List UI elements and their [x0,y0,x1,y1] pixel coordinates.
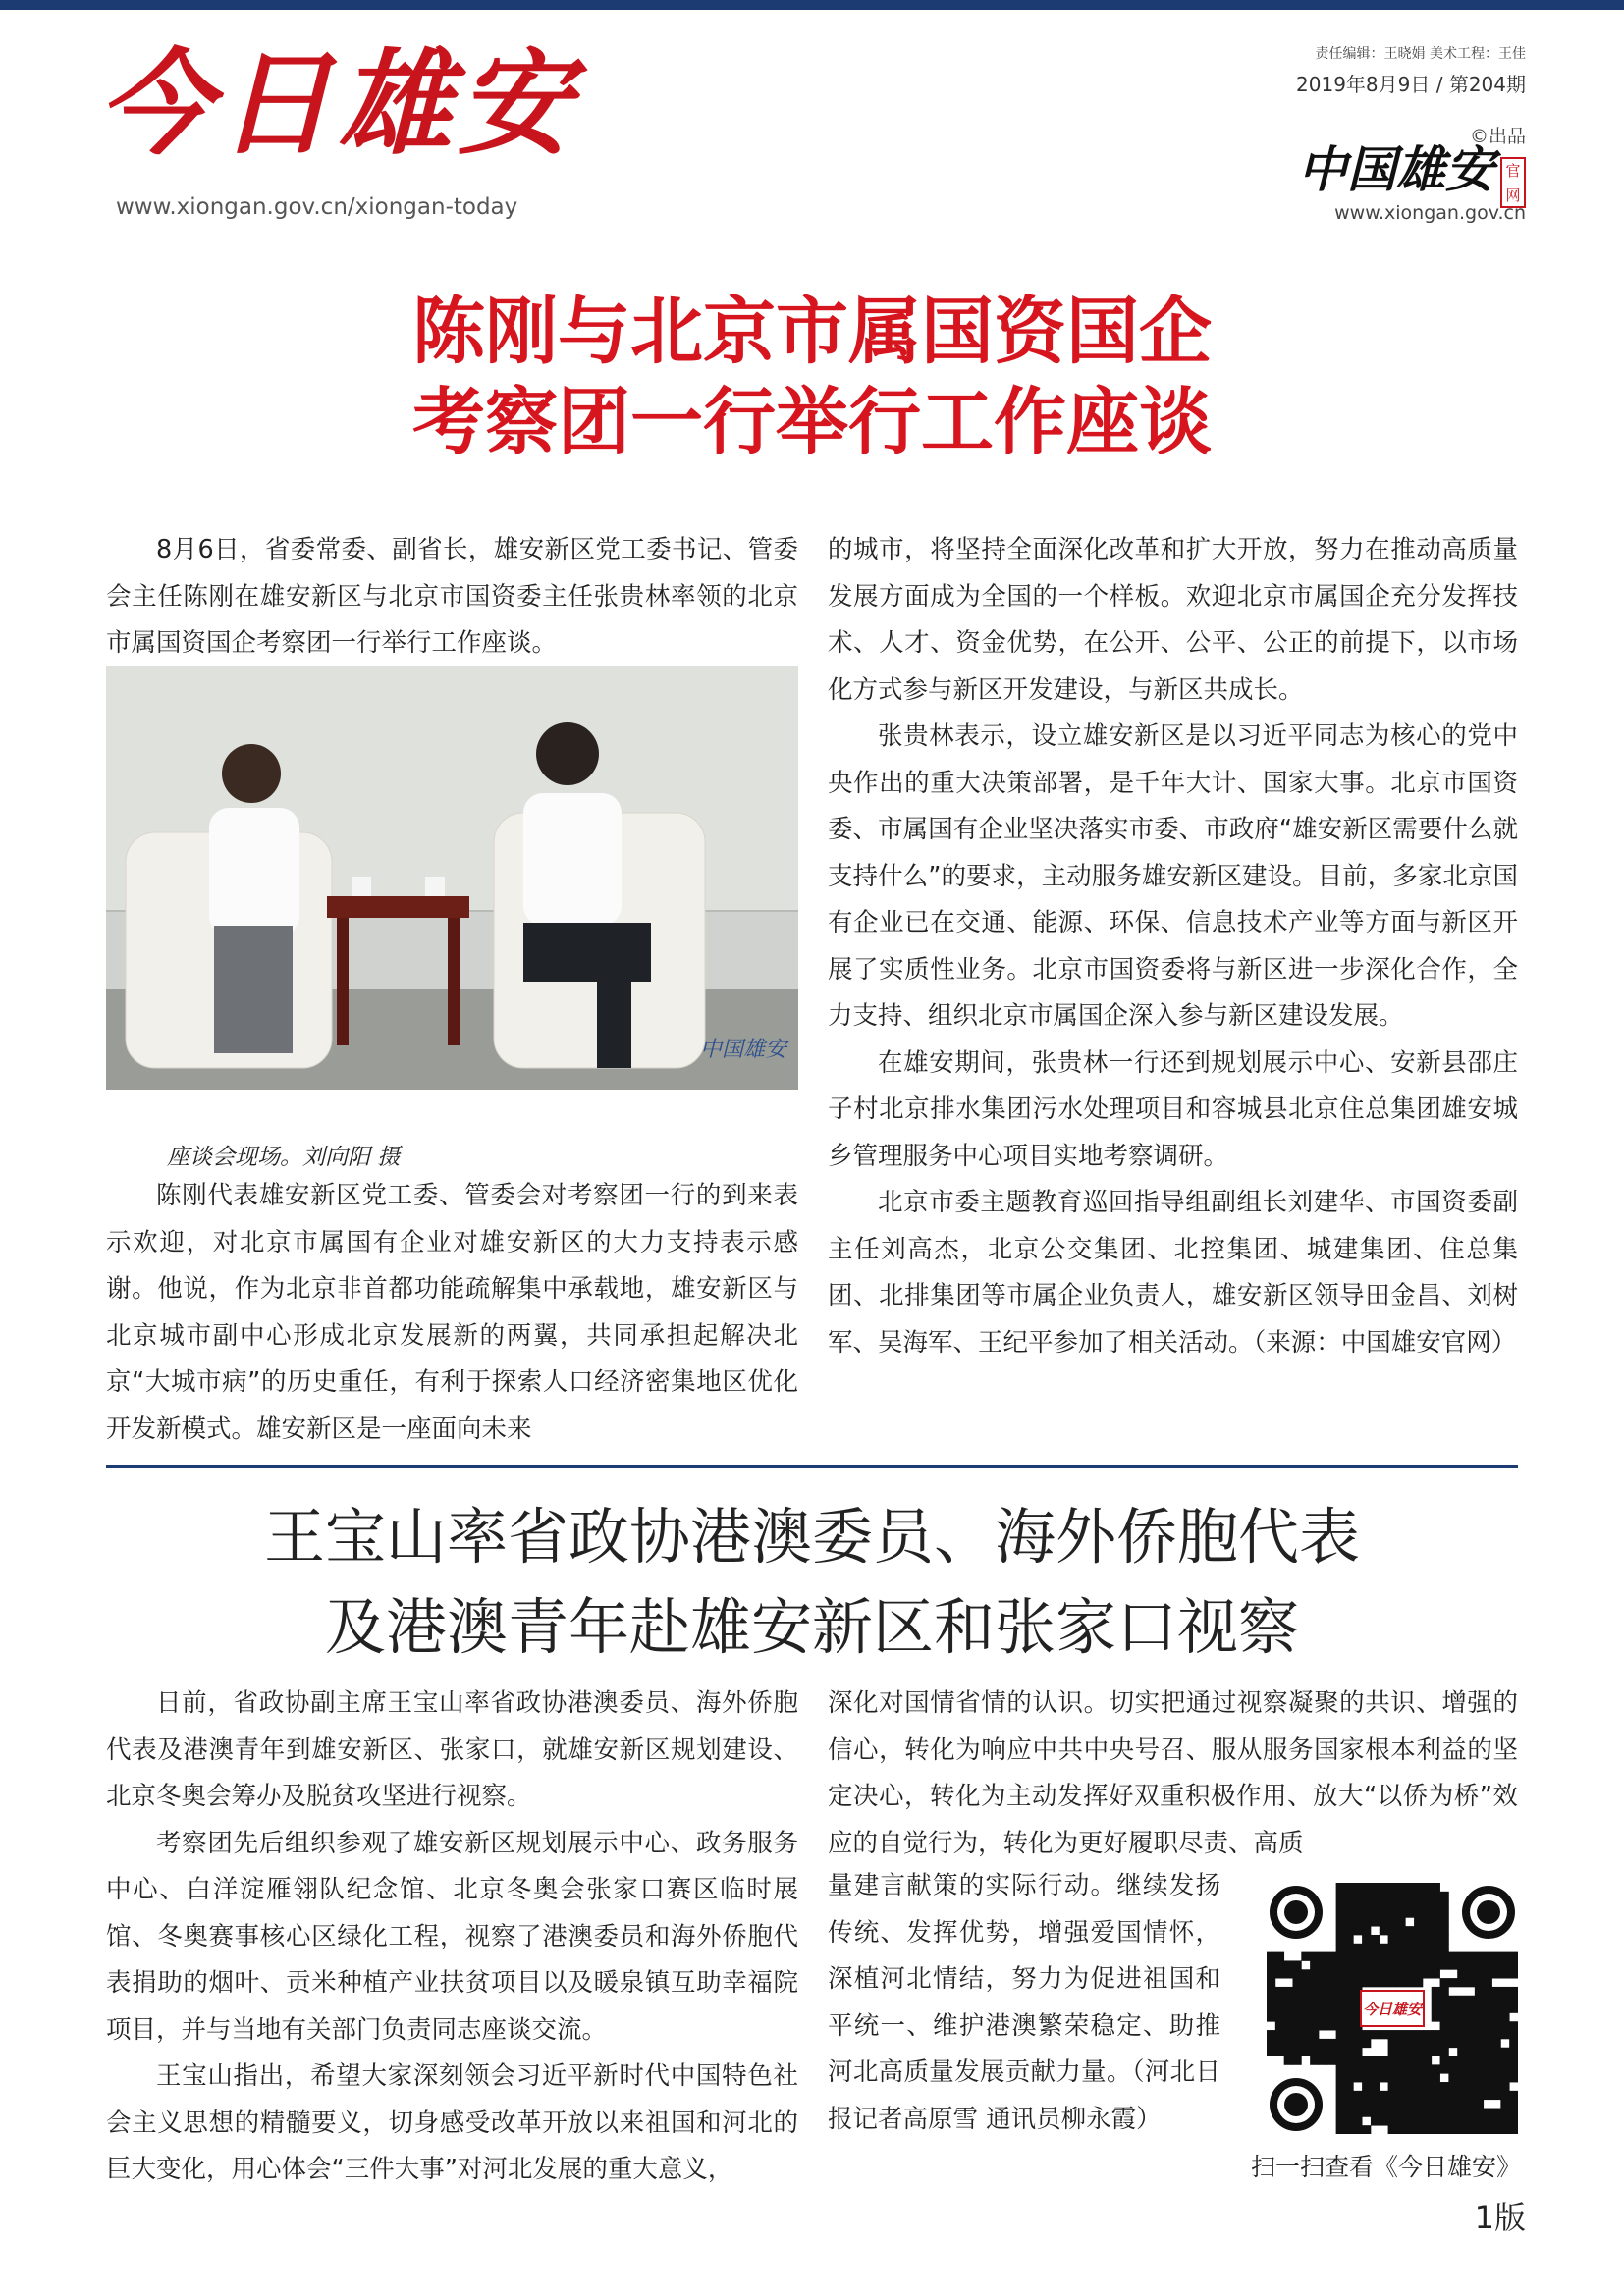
qr-caption: 扫一扫查看《今日雄安》 [1251,2153,1522,2181]
paragraph: 考察团先后组织参观了雄安新区规划展示中心、政务服务中心、白洋淀雁翎队纪念馆、北京冬奥会张家口赛区临时展馆、冬奥赛事核心区绿化工程，视察了港澳委员和海外侨胞代表捐助的烟叶、贡米种植产业扶贫项目以及暖泉镇互助幸福院项目，并与当地有关部门负责同志座谈交流。 [106,1828,798,2045]
top-border [0,0,1624,10]
article1-left-top [106,527,798,667]
qr-finder-tr [1462,1886,1515,1939]
article2-headline [0,1492,1624,1673]
article1-right-column [828,527,1518,1366]
article1-headline [0,287,1624,467]
paragraph: 在雄安期间，张贵林一行还到规划展示中心、安新县邵庄子村北京排水集团污水处理项目和容城县北京住总集团雄安城乡管理服务中心项目实地考察调研。 [828,1047,1518,1171]
section-divider [106,1465,1518,1468]
headline-line: 陈刚与北京市属国资国企 [412,290,1212,374]
photo-caption: 座谈会现场。刘向阳 摄 [167,1145,401,1170]
qr-logo: 今日雄安 [1362,2001,1423,2018]
brand-seal: 官网 [1500,157,1526,208]
paragraph: 8月6日，省委常委、副省长，雄安新区党工委书记、管委会主任陈刚在雄安新区与北京市国资委主任张贵林率领的北京市属国资国企考察团一行举行工作座谈。 [106,535,798,658]
qr-code[interactable] [1267,1883,1518,2134]
headline-line: 及港澳青年赴雄安新区和张家口视察 [324,1591,1299,1663]
qr-finder-tl [1270,1886,1323,1939]
paragraph: 王宝山指出，希望大家深刻领会习近平新时代中国特色社会主义思想的精髓要义，切身感受改革开放以来祖国和河北的巨大变化，用心体会“三件大事”对河北发展的重大意义， [106,2061,798,2184]
producer-label: ©出品 [1469,126,1526,147]
qr-finder-bl [1270,2078,1323,2131]
article2-right-bottom [828,1863,1220,2143]
paragraph: 张贵林表示，设立雄安新区是以习近平同志为核心的党中央作出的重大决策部署，是千年大计、国家大事。北京市国资委、市属国有企业坚决落实市委、市政府“雄安新区需要什么就支持什么”的要求，主动服务雄安新区建设。目前，多家北京国有企业已在交通、能源、环保、信息技术产业等方面与新区开展了实质性业务。北京市国资委将与新区进一步深化合作，全力支持、组织北京市属国企深入参与新区建设发展。 [828,721,1518,1031]
masthead-url[interactable]: www.xiongan.gov.cn/xiongan-today [116,194,518,220]
paragraph: 北京市委主题教育巡回指导组副组长刘建华、市国资委副主任刘高杰，北京公交集团、北控集团、城建集团、住总集团、北排集团等市属企业负责人，雄安新区领导田金昌、刘树军、吴海军、王纪平参加了相关活动。（来源：中国雄安官网） [828,1188,1518,1358]
paragraph: 深化对国情省情的认识。切实把通过视察凝聚的共识、增强的信心，转化为响应中共中央号召、服从服务国家根本利益的坚定决心，转化为主动发挥好双重积极作用、放大“以侨为桥”效应的自觉行为，转化为更好履职尽责、高质 [828,1688,1518,1858]
photo-watermark: 中国雄安 [700,1038,787,1062]
article2-right-top [828,1681,1518,1867]
paragraph: 量建言献策的实际行动。继续发扬传统、发挥优势，增强爱国情怀，深植河北情结，努力为促进祖国和平统一、维护港澳繁荣稳定、助推河北高质量发展贡献力量。（河北日报记者高原雪 通讯员柳永霞） [828,1871,1220,2134]
issue-date: 2019年8月9日 / 第204期 [1296,73,1526,96]
headline-line: 王宝山率省政协港澳委员、海外侨胞代表 [263,1501,1360,1573]
meeting-photo [106,666,798,1090]
editors-credit: 责任编辑：王晓娟 美术工程：王佳 [1315,46,1526,62]
brand-url[interactable]: www.xiongan.gov.cn [1334,202,1526,224]
headline-line: 考察团一行举行工作座谈 [412,380,1212,464]
page-number: 1版 [1474,2199,1526,2236]
masthead-title: 今日雄安 [98,37,577,171]
article1-left-bottom [106,1173,798,1453]
paragraph: 陈刚代表雄安新区党工委、管委会对考察团一行的到来表示欢迎，对北京市属国有企业对雄安新区的大力支持表示感谢。他说，作为北京非首都功能疏解集中承载地，雄安新区与北京城市副中心形成北京发展新的两翼，共同承担起解决北京“大城市病”的历史重任，有利于探索人口经济密集地区优化开发新模式。雄安新区是一座面向未来 [106,1181,798,1444]
paragraph: 日前，省政协副主席王宝山率省政协港澳委员、海外侨胞代表及港澳青年到雄安新区、张家口，就雄安新区规划建设、北京冬奥会筹办及脱贫攻坚进行视察。 [106,1688,798,1811]
brand-logo: 中国雄安 [1298,140,1494,198]
paragraph: 的城市，将坚持全面深化改革和扩大开放，努力在推动高质量发展方面成为全国的一个样板。欢迎北京市属国企充分发挥技术、人才、资金优势，在公开、公平、公正的前提下，以市场化方式参与新区开发建设，与新区共成长。 [828,535,1518,705]
article2-left-column [106,1681,798,2194]
